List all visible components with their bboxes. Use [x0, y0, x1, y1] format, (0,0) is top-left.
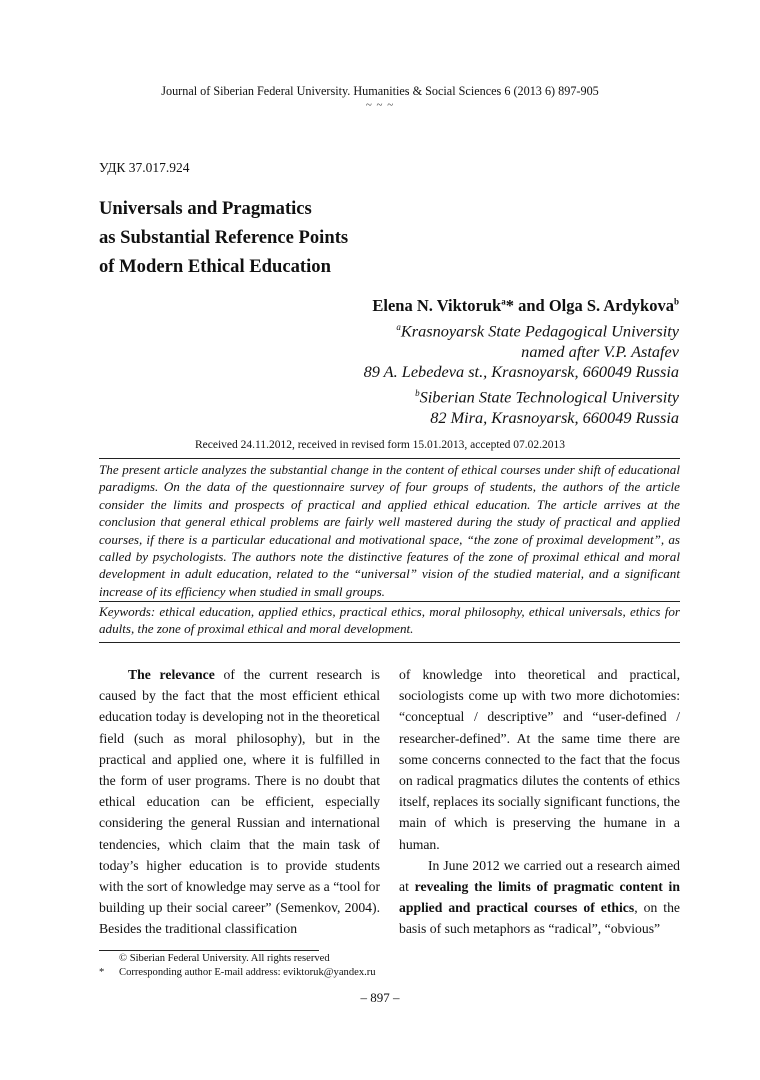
author-1: Elena N. Viktoruk: [372, 296, 502, 315]
title-line-2: as Substantial Reference Points: [99, 227, 349, 248]
author-2: Olga S. Ardykova: [548, 296, 674, 315]
aff-a-line1: Krasnoyarsk State Pedagogical University: [400, 321, 679, 341]
keywords: Keywords: ethical education, applied ethics, practical ethics, moral philosophy, ethical universals, ethics for adults, the zone of proximal ethical and moral development.: [99, 604, 680, 637]
aff-b-line2: 82 Mira, Krasnoyarsk, 660049 Russia: [430, 407, 679, 427]
authors: [372, 296, 679, 316]
body-column-left: [99, 664, 380, 940]
keywords-top-rule: [99, 601, 680, 602]
corresponding-email: Corresponding author E-mail address: eviktoruk@yandex.ru: [119, 967, 376, 978]
affiliations: [364, 317, 679, 428]
footnote-rule: [99, 950, 319, 951]
title-line-3: of Modern Ethical Education: [99, 256, 331, 277]
relevance-bold: The relevance: [128, 667, 215, 682]
author-2-sup: b: [673, 296, 679, 307]
corresponding-star: *: [505, 296, 514, 315]
copyright-text: © Siberian Federal University. All rights reserved: [119, 953, 330, 964]
footnote-copyright: [99, 953, 330, 964]
aff-a-sup: a: [396, 322, 401, 332]
abstract: The present article analyzes the substantial change in the content of ethical courses under shift of educational paradigms. On the data of the questionnaire survey of four groups of students, the authors of the article consider the limits and prospects of practical and applied ethical education. The article arrives at the conclusion that general ethical problems are fairly well mastered during the study of practical and applied courses, if there is a particular educational and motivational space, “the zone of proximal development”, as called by psychologists. The authors note the distinctive features of the zone of proximal ethical and moral development in adult education, related to the “universal” vision of the studied material, and a significant increase of its efficiency when studied in small groups.: [99, 462, 680, 599]
header-tilde-separator: ~ ~ ~: [365, 99, 395, 111]
journal-header: Journal of Siberian Federal University. Humanities & Social Sciences 6 (2013 6) 897-905: [161, 84, 599, 98]
article-title: [99, 194, 348, 281]
authors-and: and: [513, 296, 549, 315]
keywords-bottom-rule: [99, 642, 680, 643]
body-paragraph-1-cont: of knowledge into theoretical and practical, sociologists come up with two more dichotomies: “conceptual / descriptive” and “user-defined / researcher-defined”. At the same time there are some concerns connected to the fact that the focus on radical pragmatics dilutes the contents of ethics itself, replaces its socially significant functions, the main of which is preserving the humane in a human.: [399, 667, 680, 852]
abstract-top-rule: [99, 458, 680, 459]
author-1-sup: a: [501, 296, 506, 307]
page-number: – 897 –: [360, 990, 400, 1005]
body-paragraph-2: [399, 855, 680, 940]
received-dates: Received 24.11.2012, received in revised form 15.01.2013, accepted 07.02.2013: [194, 439, 566, 451]
udk-code: УДК 37.017.924: [99, 160, 190, 175]
body-paragraph-2-b: , on the basis of such metaphors as “radical”, “obvious”: [399, 900, 680, 937]
aff-a-line2: named after V.P. Astafev: [521, 341, 679, 361]
body-paragraph-2-bold: revealing the limits of pragmatic content in applied and practical courses of ethics: [399, 879, 680, 916]
aff-b-sup: b: [415, 387, 420, 398]
body-paragraph-1: [99, 664, 380, 940]
body-column-right: [399, 664, 680, 940]
footnote-corresponding: [99, 967, 376, 978]
body-paragraph-2-a: In June 2012 we carried out a research aimed at: [399, 857, 680, 895]
aff-b-line1: Siberian State Technological University: [419, 387, 679, 407]
body-paragraph-1-text: of the current research is caused by the fact that the most efficient ethical education today is developing not in the theoretical field (such as moral philosophy), but in the practical and applied one, where it is fulfilled in the form of user programs. There is no doubt that ethical education can be efficient, especially considering the general Russian and international tendencies, which claim that the main task of today’s higher education is to provide students with the sort of knowledge may serve as a “tool for building up their social career” (Semenkov, 2004). Besides the traditional classification: [99, 667, 380, 937]
aff-a-line3: 89 A. Lebedeva st., Krasnoyarsk, 660049 Russia: [363, 362, 679, 382]
footnote-star: *: [99, 967, 105, 978]
title-line-1: Universals and Pragmatics: [99, 198, 312, 219]
